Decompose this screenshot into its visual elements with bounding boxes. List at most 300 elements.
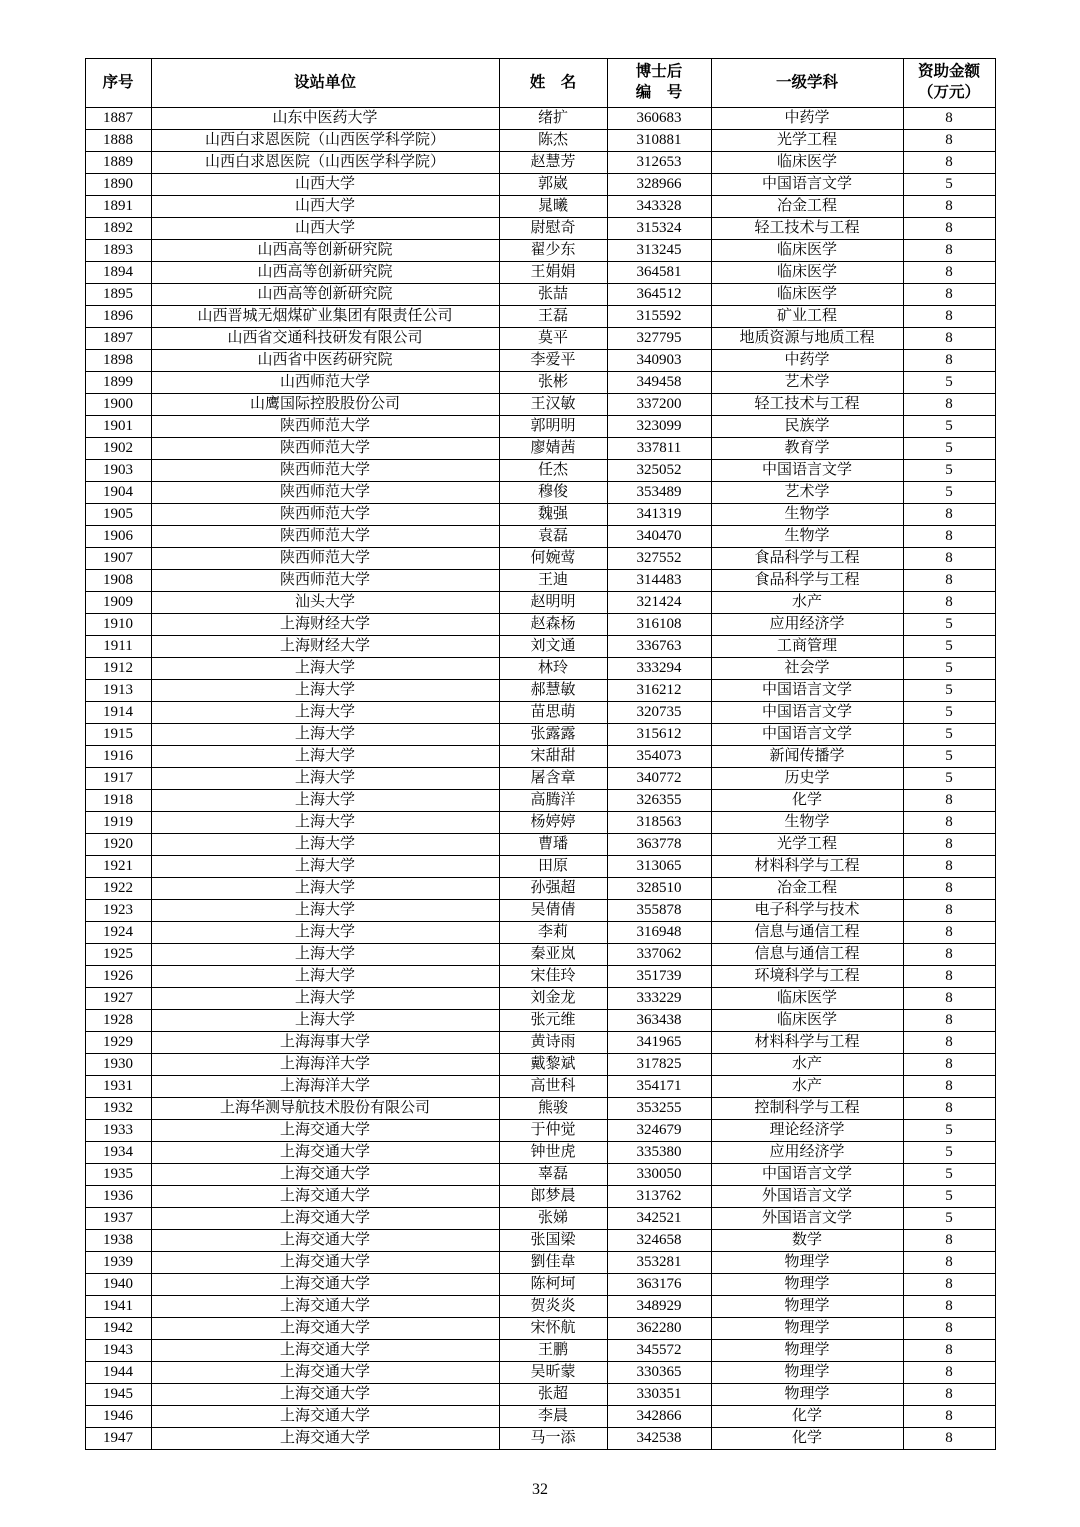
cell-institution: 山西大学: [151, 196, 499, 218]
table-row: [85, 1208, 995, 1230]
table-row: [85, 460, 995, 482]
page-number: 32: [532, 1481, 548, 1498]
cell-institution: 上海大学: [151, 790, 499, 812]
cell-name: 赵慧芳: [499, 152, 607, 174]
cell-institution: 上海大学: [151, 834, 499, 856]
header-amount-line1: 资助金额: [917, 63, 980, 81]
cell-discipline: 水产: [711, 1054, 903, 1076]
cell-index: 1942: [85, 1318, 151, 1340]
cell-institution: 上海交通大学: [151, 1230, 499, 1252]
table-row: [85, 570, 995, 592]
cell-postdoc-number: 313245: [607, 240, 711, 262]
table-row: [85, 1164, 995, 1186]
cell-institution: 上海大学: [151, 944, 499, 966]
cell-postdoc-number: 330365: [607, 1362, 711, 1384]
cell-discipline: 食品科学与工程: [711, 570, 903, 592]
cell-name: 张喆: [499, 284, 607, 306]
cell-index: 1931: [85, 1076, 151, 1098]
cell-amount: 5: [903, 724, 995, 746]
header-postdoc-line1: 博士后: [635, 63, 683, 81]
cell-institution: 陕西师范大学: [151, 570, 499, 592]
table-row: [85, 856, 995, 878]
cell-index: 1929: [85, 1032, 151, 1054]
cell-amount: 5: [903, 1208, 995, 1230]
cell-amount: 8: [903, 570, 995, 592]
cell-institution: 上海海洋大学: [151, 1054, 499, 1076]
cell-institution: 上海大学: [151, 702, 499, 724]
table-row: [85, 218, 995, 240]
cell-index: 1896: [85, 306, 151, 328]
cell-amount: 8: [903, 130, 995, 152]
cell-institution: 上海海事大学: [151, 1032, 499, 1054]
cell-index: 1897: [85, 328, 151, 350]
cell-postdoc-number: 340772: [607, 768, 711, 790]
cell-postdoc-number: 328966: [607, 174, 711, 196]
cell-amount: 5: [903, 438, 995, 460]
cell-index: 1902: [85, 438, 151, 460]
cell-index: 1891: [85, 196, 151, 218]
table-row: [85, 1340, 995, 1362]
cell-institution: 山西师范大学: [151, 372, 499, 394]
cell-name: 刘金龙: [499, 988, 607, 1010]
cell-postdoc-number: 341965: [607, 1032, 711, 1054]
cell-institution: 上海大学: [151, 922, 499, 944]
header-institution: 设站单位: [151, 59, 499, 108]
cell-name: 李莉: [499, 922, 607, 944]
table-body: [85, 108, 995, 1450]
cell-discipline: 信息与通信工程: [711, 944, 903, 966]
cell-index: 1898: [85, 350, 151, 372]
cell-institution: 陕西师范大学: [151, 438, 499, 460]
cell-postdoc-number: 353489: [607, 482, 711, 504]
cell-discipline: 应用经济学: [711, 614, 903, 636]
cell-discipline: 化学: [711, 1428, 903, 1450]
cell-postdoc-number: 363438: [607, 1010, 711, 1032]
cell-amount: 8: [903, 856, 995, 878]
cell-name: 袁磊: [499, 526, 607, 548]
cell-discipline: 应用经济学: [711, 1142, 903, 1164]
cell-name: 李爱平: [499, 350, 607, 372]
cell-discipline: 艺术学: [711, 372, 903, 394]
cell-discipline: 化学: [711, 790, 903, 812]
cell-postdoc-number: 328510: [607, 878, 711, 900]
cell-index: 1888: [85, 130, 151, 152]
table-row: [85, 372, 995, 394]
table-row: [85, 1252, 995, 1274]
cell-discipline: 中国语言文学: [711, 724, 903, 746]
cell-discipline: 历史学: [711, 768, 903, 790]
cell-name: 苗思萌: [499, 702, 607, 724]
cell-index: 1918: [85, 790, 151, 812]
table-row: [85, 680, 995, 702]
cell-discipline: 水产: [711, 1076, 903, 1098]
cell-name: 绪扩: [499, 108, 607, 130]
table-row: [85, 834, 995, 856]
cell-postdoc-number: 316212: [607, 680, 711, 702]
cell-discipline: 中国语言文学: [711, 174, 903, 196]
cell-postdoc-number: 343328: [607, 196, 711, 218]
cell-amount: 5: [903, 636, 995, 658]
cell-amount: 8: [903, 1032, 995, 1054]
cell-amount: 5: [903, 746, 995, 768]
cell-institution: 上海大学: [151, 658, 499, 680]
cell-institution: 上海交通大学: [151, 1428, 499, 1450]
table-row: [85, 812, 995, 834]
cell-postdoc-number: 313065: [607, 856, 711, 878]
header-row: [85, 59, 995, 108]
cell-amount: 8: [903, 1384, 995, 1406]
cell-discipline: 临床医学: [711, 262, 903, 284]
cell-index: 1936: [85, 1186, 151, 1208]
cell-institution: 上海大学: [151, 812, 499, 834]
table-row: [85, 1120, 995, 1142]
cell-institution: 上海大学: [151, 1010, 499, 1032]
cell-postdoc-number: 354073: [607, 746, 711, 768]
cell-index: 1941: [85, 1296, 151, 1318]
cell-institution: 上海大学: [151, 746, 499, 768]
cell-discipline: 物理学: [711, 1318, 903, 1340]
table-row: [85, 1098, 995, 1120]
table-row: [85, 746, 995, 768]
cell-postdoc-number: 342521: [607, 1208, 711, 1230]
cell-postdoc-number: 341319: [607, 504, 711, 526]
cell-name: 屠含章: [499, 768, 607, 790]
header-name: 姓 名: [499, 59, 607, 108]
header-amount: [903, 59, 995, 108]
table-header: [85, 59, 995, 108]
cell-institution: 陕西师范大学: [151, 482, 499, 504]
cell-name: 黄诗雨: [499, 1032, 607, 1054]
cell-index: 1909: [85, 592, 151, 614]
cell-name: 郝慧敏: [499, 680, 607, 702]
cell-name: 王娟娟: [499, 262, 607, 284]
cell-index: 1921: [85, 856, 151, 878]
cell-postdoc-number: 326355: [607, 790, 711, 812]
cell-institution: 上海交通大学: [151, 1362, 499, 1384]
table-row: [85, 174, 995, 196]
table-row: [85, 130, 995, 152]
cell-index: 1939: [85, 1252, 151, 1274]
cell-name: 尉慰奇: [499, 218, 607, 240]
table-row: [85, 724, 995, 746]
table-row: [85, 1362, 995, 1384]
cell-postdoc-number: 360683: [607, 108, 711, 130]
table-row: [85, 152, 995, 174]
header-discipline: 一级学科: [711, 59, 903, 108]
cell-amount: 5: [903, 680, 995, 702]
cell-postdoc-number: 354171: [607, 1076, 711, 1098]
table-row: [85, 878, 995, 900]
cell-discipline: 中药学: [711, 350, 903, 372]
cell-index: 1932: [85, 1098, 151, 1120]
cell-index: 1937: [85, 1208, 151, 1230]
cell-amount: 8: [903, 1098, 995, 1120]
table-row: [85, 944, 995, 966]
table-row: [85, 900, 995, 922]
cell-discipline: 材料科学与工程: [711, 1032, 903, 1054]
cell-discipline: 生物学: [711, 504, 903, 526]
cell-discipline: 外国语言文学: [711, 1208, 903, 1230]
cell-amount: 8: [903, 548, 995, 570]
cell-name: 张彬: [499, 372, 607, 394]
cell-index: 1910: [85, 614, 151, 636]
cell-postdoc-number: 335380: [607, 1142, 711, 1164]
cell-institution: 上海交通大学: [151, 1318, 499, 1340]
cell-postdoc-number: 313762: [607, 1186, 711, 1208]
table-row: [85, 966, 995, 988]
cell-institution: 山西白求恩医院（山西医学科学院）: [151, 152, 499, 174]
cell-institution: 山东中医药大学: [151, 108, 499, 130]
table-row: [85, 548, 995, 570]
cell-postdoc-number: 342866: [607, 1406, 711, 1428]
cell-postdoc-number: 316108: [607, 614, 711, 636]
table-row: [85, 394, 995, 416]
cell-amount: 8: [903, 394, 995, 416]
cell-index: 1915: [85, 724, 151, 746]
cell-postdoc-number: 327795: [607, 328, 711, 350]
cell-postdoc-number: 323099: [607, 416, 711, 438]
cell-amount: 5: [903, 482, 995, 504]
cell-postdoc-number: 330351: [607, 1384, 711, 1406]
cell-index: 1890: [85, 174, 151, 196]
cell-name: 晁曦: [499, 196, 607, 218]
cell-name: 廖婧茜: [499, 438, 607, 460]
table-row: [85, 922, 995, 944]
cell-index: 1923: [85, 900, 151, 922]
cell-name: 宋甜甜: [499, 746, 607, 768]
cell-discipline: 物理学: [711, 1384, 903, 1406]
cell-institution: 山西省交通科技研发有限公司: [151, 328, 499, 350]
cell-institution: 陕西师范大学: [151, 416, 499, 438]
table-row: [85, 1296, 995, 1318]
table-row: [85, 196, 995, 218]
cell-amount: 8: [903, 240, 995, 262]
table-row: [85, 1274, 995, 1296]
table-row: [85, 1428, 995, 1450]
cell-institution: 上海交通大学: [151, 1340, 499, 1362]
cell-name: 莫平: [499, 328, 607, 350]
cell-discipline: 化学: [711, 1406, 903, 1428]
cell-name: 熊骏: [499, 1098, 607, 1120]
cell-amount: 5: [903, 1186, 995, 1208]
cell-index: 1938: [85, 1230, 151, 1252]
cell-discipline: 地质资源与地质工程: [711, 328, 903, 350]
cell-index: 1922: [85, 878, 151, 900]
cell-amount: 8: [903, 1406, 995, 1428]
cell-institution: 上海海洋大学: [151, 1076, 499, 1098]
cell-discipline: 冶金工程: [711, 196, 903, 218]
cell-institution: 上海大学: [151, 680, 499, 702]
cell-index: 1940: [85, 1274, 151, 1296]
cell-amount: 5: [903, 416, 995, 438]
cell-institution: 上海大学: [151, 900, 499, 922]
cell-discipline: 民族学: [711, 416, 903, 438]
cell-name: 杨婷婷: [499, 812, 607, 834]
cell-discipline: 教育学: [711, 438, 903, 460]
table-row: [85, 504, 995, 526]
cell-amount: 8: [903, 922, 995, 944]
cell-index: 1934: [85, 1142, 151, 1164]
cell-institution: 山西大学: [151, 218, 499, 240]
cell-name: 王鹏: [499, 1340, 607, 1362]
cell-discipline: 信息与通信工程: [711, 922, 903, 944]
cell-discipline: 物理学: [711, 1362, 903, 1384]
cell-postdoc-number: 315592: [607, 306, 711, 328]
cell-discipline: 生物学: [711, 812, 903, 834]
table-row: [85, 1230, 995, 1252]
cell-institution: 山西高等创新研究院: [151, 262, 499, 284]
header-amount-line2: （万元）: [917, 84, 980, 101]
cell-name: 马一添: [499, 1428, 607, 1450]
cell-name: 张元维: [499, 1010, 607, 1032]
cell-index: 1927: [85, 988, 151, 1010]
cell-discipline: 物理学: [711, 1274, 903, 1296]
cell-postdoc-number: 364512: [607, 284, 711, 306]
table-row: [85, 1406, 995, 1428]
cell-discipline: 中药学: [711, 108, 903, 130]
cell-amount: 8: [903, 218, 995, 240]
cell-amount: 8: [903, 834, 995, 856]
cell-postdoc-number: 362280: [607, 1318, 711, 1340]
cell-postdoc-number: 363176: [607, 1274, 711, 1296]
cell-name: 郭崴: [499, 174, 607, 196]
table-row: [85, 328, 995, 350]
cell-postdoc-number: 355878: [607, 900, 711, 922]
cell-name: 王汉敏: [499, 394, 607, 416]
cell-index: 1930: [85, 1054, 151, 1076]
cell-amount: 8: [903, 1318, 995, 1340]
funding-table: [85, 58, 996, 1450]
cell-index: 1906: [85, 526, 151, 548]
cell-institution: 汕头大学: [151, 592, 499, 614]
cell-postdoc-number: 324658: [607, 1230, 711, 1252]
cell-index: 1904: [85, 482, 151, 504]
cell-institution: 上海财经大学: [151, 614, 499, 636]
cell-postdoc-number: 315612: [607, 724, 711, 746]
table-row: [85, 614, 995, 636]
cell-index: 1901: [85, 416, 151, 438]
cell-institution: 上海交通大学: [151, 1164, 499, 1186]
cell-index: 1895: [85, 284, 151, 306]
table-row: [85, 526, 995, 548]
cell-institution: 上海交通大学: [151, 1384, 499, 1406]
cell-amount: 8: [903, 988, 995, 1010]
cell-postdoc-number: 348929: [607, 1296, 711, 1318]
cell-discipline: 物理学: [711, 1340, 903, 1362]
cell-index: 1899: [85, 372, 151, 394]
cell-discipline: 电子科学与技术: [711, 900, 903, 922]
cell-name: 高世科: [499, 1076, 607, 1098]
cell-institution: 山西省中医药研究院: [151, 350, 499, 372]
cell-discipline: 中国语言文学: [711, 680, 903, 702]
cell-index: 1887: [85, 108, 151, 130]
cell-index: 1908: [85, 570, 151, 592]
cell-institution: 上海大学: [151, 878, 499, 900]
cell-discipline: 水产: [711, 592, 903, 614]
cell-amount: 8: [903, 1054, 995, 1076]
table-row: [85, 702, 995, 724]
cell-postdoc-number: 324679: [607, 1120, 711, 1142]
cell-discipline: 环境科学与工程: [711, 966, 903, 988]
cell-institution: 上海交通大学: [151, 1142, 499, 1164]
table-row: [85, 658, 995, 680]
cell-amount: 8: [903, 350, 995, 372]
table-row: [85, 284, 995, 306]
cell-index: 1947: [85, 1428, 151, 1450]
cell-discipline: 临床医学: [711, 152, 903, 174]
cell-amount: 8: [903, 306, 995, 328]
cell-index: 1911: [85, 636, 151, 658]
cell-discipline: 矿业工程: [711, 306, 903, 328]
cell-discipline: 物理学: [711, 1296, 903, 1318]
cell-discipline: 材料科学与工程: [711, 856, 903, 878]
cell-discipline: 艺术学: [711, 482, 903, 504]
cell-amount: 8: [903, 152, 995, 174]
cell-index: 1892: [85, 218, 151, 240]
cell-index: 1920: [85, 834, 151, 856]
cell-amount: 8: [903, 108, 995, 130]
cell-name: 田原: [499, 856, 607, 878]
cell-amount: 5: [903, 614, 995, 636]
cell-index: 1924: [85, 922, 151, 944]
table-row: [85, 1186, 995, 1208]
cell-amount: 5: [903, 658, 995, 680]
cell-discipline: 生物学: [711, 526, 903, 548]
cell-institution: 山西晋城无烟煤矿业集团有限责任公司: [151, 306, 499, 328]
cell-institution: 上海大学: [151, 768, 499, 790]
cell-institution: 山鹰国际控股股份公司: [151, 394, 499, 416]
table-row: [85, 592, 995, 614]
cell-index: 1900: [85, 394, 151, 416]
cell-postdoc-number: 312653: [607, 152, 711, 174]
cell-institution: 上海交通大学: [151, 1274, 499, 1296]
cell-index: 1935: [85, 1164, 151, 1186]
table-row: [85, 790, 995, 812]
cell-postdoc-number: 333229: [607, 988, 711, 1010]
cell-discipline: 工商管理: [711, 636, 903, 658]
cell-amount: 8: [903, 1230, 995, 1252]
table-row: [85, 1010, 995, 1032]
cell-discipline: 中国语言文学: [711, 460, 903, 482]
cell-index: 1914: [85, 702, 151, 724]
cell-institution: 上海大学: [151, 856, 499, 878]
cell-amount: 8: [903, 1428, 995, 1450]
cell-discipline: 中国语言文学: [711, 702, 903, 724]
cell-amount: 8: [903, 812, 995, 834]
cell-institution: 陕西师范大学: [151, 460, 499, 482]
cell-postdoc-number: 337811: [607, 438, 711, 460]
cell-institution: 上海交通大学: [151, 1406, 499, 1428]
cell-institution: 上海交通大学: [151, 1252, 499, 1274]
cell-name: 陈柯坷: [499, 1274, 607, 1296]
cell-amount: 8: [903, 284, 995, 306]
cell-postdoc-number: 342538: [607, 1428, 711, 1450]
cell-index: 1944: [85, 1362, 151, 1384]
cell-postdoc-number: 330050: [607, 1164, 711, 1186]
cell-postdoc-number: 351739: [607, 966, 711, 988]
cell-discipline: 控制科学与工程: [711, 1098, 903, 1120]
table-row: [85, 1054, 995, 1076]
cell-amount: 5: [903, 1164, 995, 1186]
table-row: [85, 306, 995, 328]
table-row: [85, 262, 995, 284]
cell-postdoc-number: 321424: [607, 592, 711, 614]
cell-name: 宋怀航: [499, 1318, 607, 1340]
cell-institution: 山西高等创新研究院: [151, 284, 499, 306]
table-row: [85, 768, 995, 790]
cell-name: 穆俊: [499, 482, 607, 504]
table-row: [85, 108, 995, 130]
